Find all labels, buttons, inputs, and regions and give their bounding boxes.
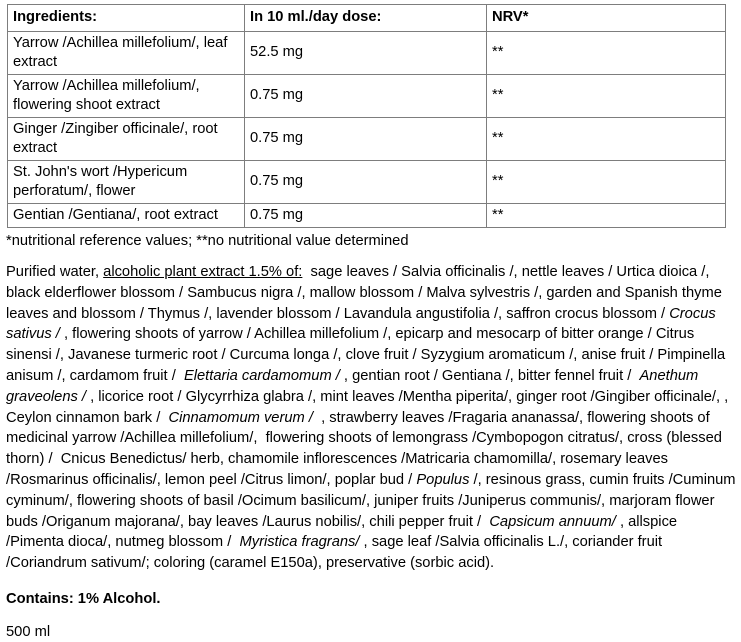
table-row — [8, 118, 726, 161]
paragraph-segment: , strawberry leaves /Fragaria ananassa/, flowering shoots of medicinal yarrow /Achillea millefolium/, flowering shoots of lemongrass /Cymbopogon citratus/, cross (blessed thorn) / Cnicus Benedictus/ herb, chamomile inflorescences /Matricaria chamomilla/, rosemary leaves /Rosmarinus officinalis/, lemon peel /Citrus limon/, poplar bud / — [6, 409, 726, 488]
table-row — [8, 32, 726, 75]
ingredient-name: Yarrow /Achillea millefolium/, leaf extract — [8, 32, 245, 75]
paragraph-segment-latin-name: Capsicum annuum/ — [489, 513, 616, 530]
paragraph-segment: Purified water, — [6, 264, 104, 280]
table-header-row — [8, 5, 726, 32]
ingredient-name: Yarrow /Achillea millefolium/, flowering shoot extract — [8, 75, 245, 118]
ingredient-nrv: ** — [486, 118, 725, 161]
paragraph-segment-latin-name: Cinnamomum verum / — [168, 409, 313, 426]
paragraph-segment: , gentian root / Gentiana /, bitter fennel fruit / — [339, 367, 640, 384]
ingredient-nrv: ** — [486, 161, 725, 204]
nrv-footnote: *nutritional reference values; **no nutritional value determined — [6, 233, 409, 249]
ingredient-dose: 0.75 mg — [244, 75, 486, 118]
paragraph-segment-latin-name: Crocus sativus / — [6, 305, 720, 343]
paragraph-segment: , flowering shoots of yarrow / Achillea millefolium /, epicarp and mesocarp of bitter orange / Citrus sinensi /, Javanese turmeric root / Curcuma longa /, clove fruit / Syzygium aromaticum /, anise fruit / Pimpinella anisum /, cardamom fruit / — [6, 326, 730, 384]
header-ingredients: Ingredients: — [8, 5, 245, 32]
ingredient-dose: 0.75 mg — [244, 161, 486, 204]
ingredients-table — [7, 4, 726, 228]
paragraph-segment: , allspice /Pimenta dioca/, nutmeg blossom / — [6, 513, 682, 551]
ingredient-nrv: ** — [486, 204, 725, 228]
ingredient-dose: 52.5 mg — [244, 32, 486, 75]
header-nrv: NRV* — [486, 5, 725, 32]
paragraph-segment-latin-name: Elettaria cardamomum / — [183, 367, 340, 384]
ingredient-dose: 0.75 mg — [244, 204, 486, 228]
paragraph-segment-latin-name: Anethum graveolens / — [6, 367, 703, 405]
net-volume: 500 ml — [6, 623, 51, 640]
paragraph-segment-latin-name: Populus — [416, 471, 470, 488]
header-dose: In 10 ml./day dose: — [244, 5, 486, 32]
paragraph-segment: sage leaves / Salvia officinalis /, nettle leaves / Urtica dioica /, black elderflower blossom / Sambucus nigra /, mallow blossom / Malva sylvestris /, garden and Spanish thyme leaves and blossom / Thymus /, lavender blossom / Lavandula angustifolia /, saffron crocus blossom / — [6, 264, 727, 322]
paragraph-segment: , licorice root / Glycyrrhiza glabra /, mint leaves /Mentha piperita/, ginger root /Gingiber officinale/, , Ceylon cinnamon bark / — [6, 388, 733, 426]
alcohol-content-statement: Contains: 1% Alcohol. — [6, 590, 161, 607]
ingredient-name: Ginger /Zingiber officinale/, root extract — [8, 118, 245, 161]
table-row — [8, 75, 726, 118]
ingredient-nrv: ** — [486, 75, 725, 118]
ingredient-dose: 0.75 mg — [244, 118, 486, 161]
ingredients-paragraph — [6, 262, 740, 574]
paragraph-segment-latin-name: Myristica fragrans/ — [239, 534, 360, 551]
ingredient-name: St. John's wort /Hypericum perforatum/, flower — [8, 161, 245, 204]
ingredient-name: Gentian /Gentiana/, root extract — [8, 204, 245, 228]
ingredient-nrv: ** — [486, 32, 725, 75]
paragraph-segment-underlined: alcoholic plant extract 1.5% of: — [103, 264, 303, 280]
paragraph-segment: , sage leaf /Salvia officinalis L./, coriander fruit /Coriandrum sativum/; coloring (caramel E150a), preservative (sorbic acid). — [6, 534, 667, 572]
table-row — [8, 161, 726, 204]
table-row — [8, 204, 726, 228]
paragraph-segment: /, resinous grass, cumin fruits /Cuminum cyminum/, flowering shoots of basil /Ocimum basilicum/, juniper fruits /Juniperus communis/, marjoram flower buds /Origanum majorana/, bay leaves /Laurus nobilis/, chili pepper fruit / — [6, 471, 740, 530]
